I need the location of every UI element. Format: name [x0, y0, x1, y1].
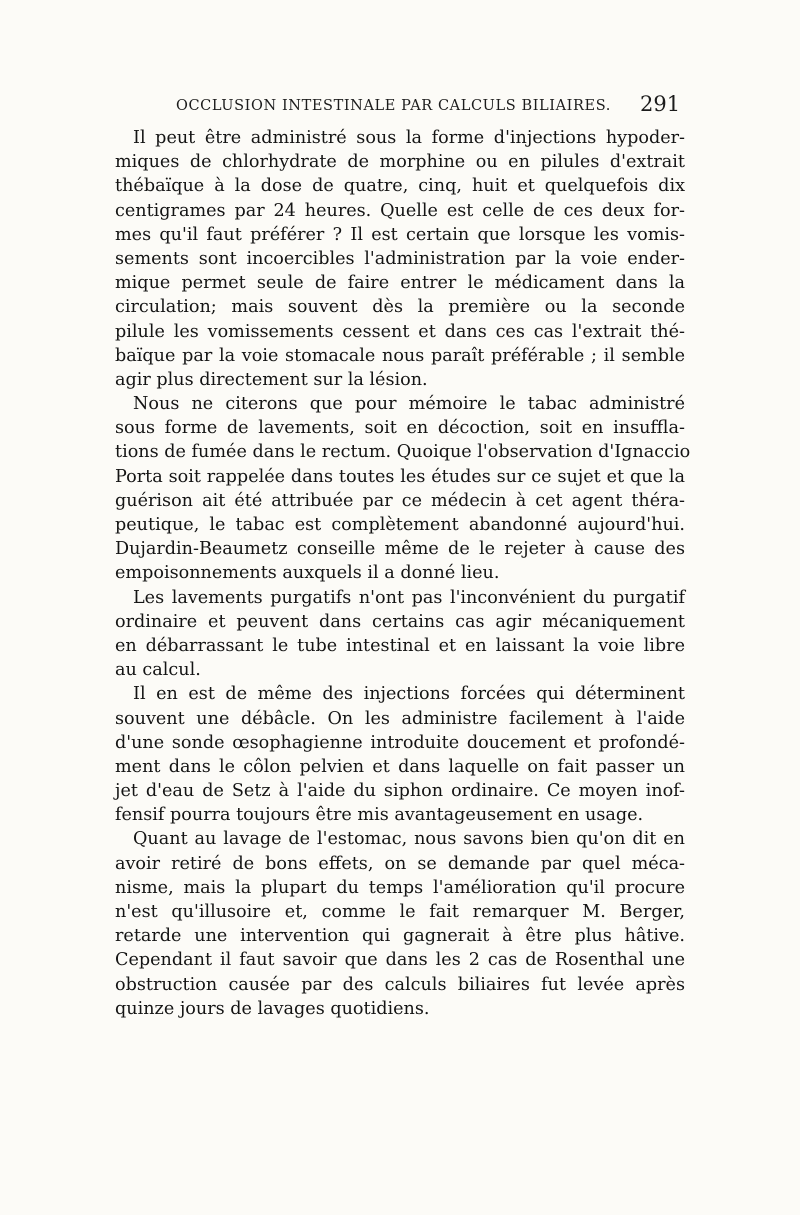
- text-line: d'une sonde œsophagienne introduite doucement et profondé-: [115, 732, 685, 753]
- text-line: ordinaire et peuvent dans certains cas agir mécaniquement: [115, 611, 685, 632]
- text-line: en débarrassant le tube intestinal et en laissant la voie libre: [115, 635, 685, 656]
- body-text: [115, 126, 691, 1021]
- text-line: pilule les vomissements cessent et dans ces cas l'extrait thé-: [115, 321, 685, 342]
- text-line: quinze jours de lavages quotidiens.: [115, 998, 430, 1019]
- paragraph: [115, 586, 685, 683]
- text-line: avoir retiré de bons effets, on se demande par quel méca-: [115, 853, 685, 874]
- text-line: tions de fumée dans le rectum. Quoique l'observation d'Ignaccio: [115, 442, 691, 463]
- paragraph: [115, 126, 685, 392]
- text-line: sous forme de lavements, soit en décoction, soit en insuffla-: [115, 418, 685, 439]
- text-line: baïque par la voie stomacale nous paraît préférable ; il semble: [115, 345, 685, 366]
- text-line: Quant au lavage de l'estomac, nous savons bien qu'on dit en: [133, 829, 685, 850]
- text-line: Nous ne citerons que pour mémoire le tabac administré: [133, 394, 685, 415]
- paragraph: [115, 827, 685, 1021]
- text-line: Il peut être administré sous la forme d'injections hypoder-: [133, 128, 685, 148]
- text-line: centigrames par 24 heures. Quelle est celle de ces deux for-: [115, 200, 685, 221]
- text-line: fensif pourra toujours être mis avantageusement en usage.: [115, 805, 644, 826]
- text-line: au calcul.: [115, 660, 201, 681]
- text-line: peutique, le tabac est complètement abandonné aujourd'hui.: [115, 515, 685, 535]
- text-line: agir plus directement sur la lésion.: [115, 369, 428, 390]
- text-line: Les lavements purgatifs n'ont pas l'inconvénient du purgatif: [133, 587, 685, 608]
- text-line: nisme, mais la plupart du temps l'amélioration qu'il procure: [115, 877, 685, 898]
- text-line: mes qu'il faut préférer ? Il est certain que lorsque les vomis-: [115, 224, 685, 245]
- text-line: Porta soit rappelée dans toutes les études sur ce sujet et que la: [115, 466, 685, 487]
- text-line: n'est qu'illusoire et, comme le fait remarquer M. Berger,: [115, 902, 685, 922]
- page-number: 291: [640, 92, 681, 116]
- text-line: miques de chlorhydrate de morphine ou en pilules d'extrait: [115, 152, 685, 173]
- text-line: mique permet seule de faire entrer le médicament dans la: [115, 273, 685, 294]
- text-line: empoisonnements auxquels il a donné lieu.: [115, 563, 500, 584]
- text-line: souvent une débâcle. On les administre facilement à l'aide: [115, 708, 685, 729]
- text-line: thébaïque à la dose de quatre, cinq, huit et quelquefois dix: [115, 176, 685, 197]
- paragraph: [115, 392, 691, 586]
- text-line: sements sont incoercibles l'administration par la voie ender-: [115, 248, 685, 269]
- paragraph: [115, 682, 685, 827]
- text-line: obstruction causée par des calculs biliaires fut levée après: [115, 974, 685, 995]
- text-line: guérison ait été attribuée par ce médecin à cet agent théra-: [115, 490, 685, 511]
- text-line: circulation; mais souvent dès la première ou la seconde: [115, 297, 685, 318]
- text-line: Il en est de même des injections forcées qui déterminent: [133, 684, 685, 705]
- text-line: Dujardin-Beaumetz conseille même de le rejeter à cause des: [115, 539, 685, 560]
- text-line: jet d'eau de Setz à l'aide du siphon ordinaire. Ce moyen inof-: [115, 781, 685, 802]
- running-head: OCCLUSION INTESTINALE PAR CALCULS BILIAIRES.: [176, 98, 611, 114]
- text-line: Cependant il faut savoir que dans les 2 cas de Rosenthal une: [115, 950, 685, 971]
- text-line: retarde une intervention qui gagnerait à être plus hâtive.: [115, 926, 685, 947]
- text-line: ment dans le côlon pelvien et dans laquelle on fait passer un: [115, 756, 685, 777]
